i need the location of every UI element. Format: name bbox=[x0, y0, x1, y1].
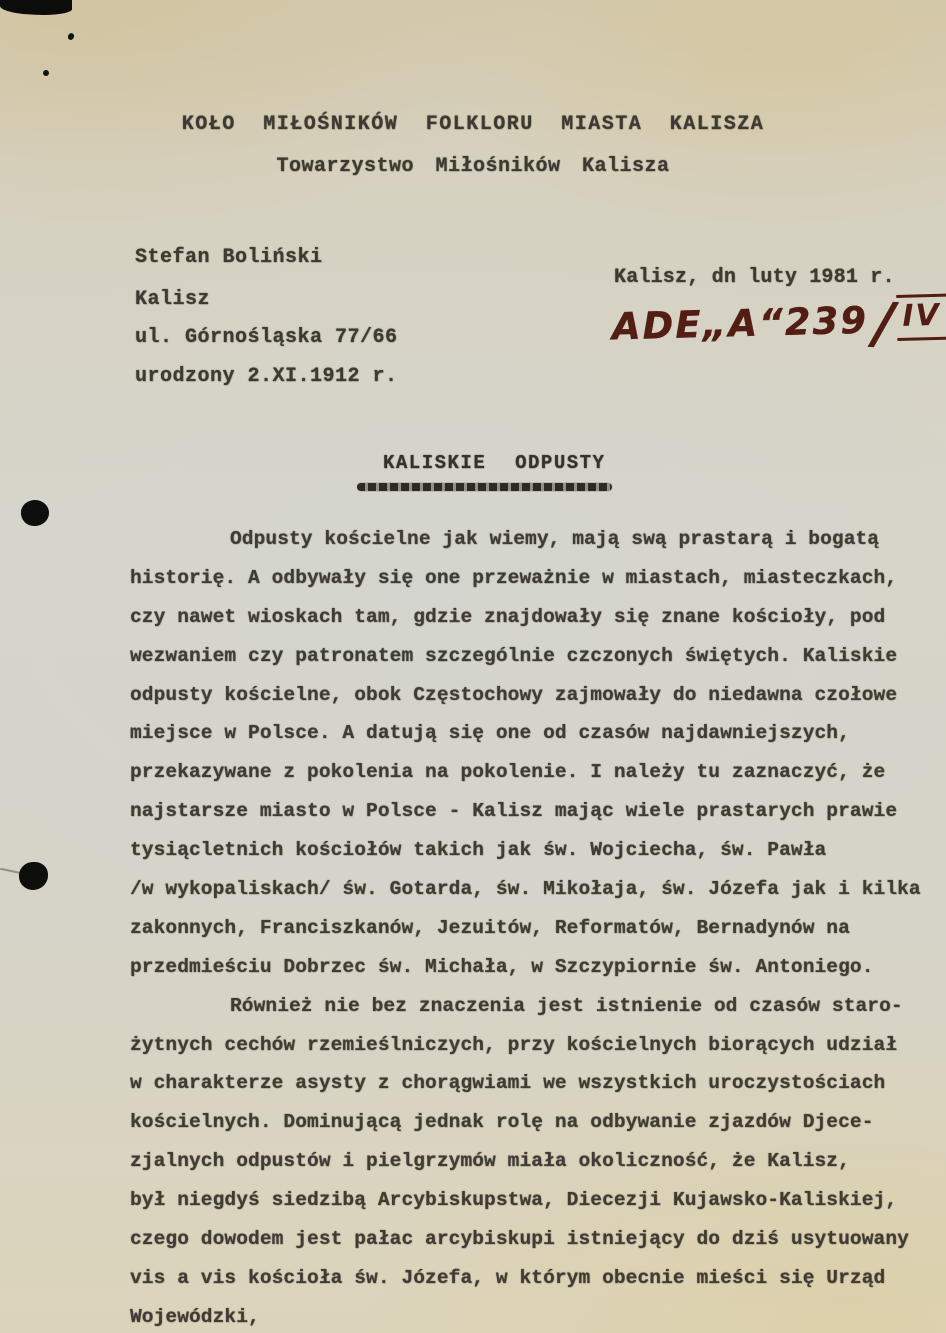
title-underline bbox=[357, 483, 612, 491]
body-line: kościelnych. Dominującą jednak rolę na odbywanie zjazdów Djece- bbox=[130, 1111, 874, 1134]
body-line: Również nie bez znaczenia jest istnienie od czasów staro- bbox=[230, 994, 903, 1017]
dateline: Kalisz, dn luty 1981 r. bbox=[614, 266, 895, 289]
body-line: żytnych cechów rzemieślniczych, przy kościelnych biorących udział bbox=[130, 1033, 898, 1056]
body-line: był niegdyś siedzibą Arcybiskupstwa, Diecezji Kujawsko-Kaliskiej, bbox=[130, 1189, 898, 1212]
body-text bbox=[130, 524, 946, 1333]
hole-punch-top bbox=[19, 498, 50, 528]
sender-name: Stefan Boliński bbox=[135, 246, 323, 269]
annotation-slash: / bbox=[872, 290, 896, 357]
body-line: Odpusty kościelne jak wiemy, mają swą prastarą i bogatą bbox=[230, 528, 880, 550]
body-line: /w wykopaliskach/ św. Gotarda, św. Mikołaja, św. Józefa jak i kilka bbox=[130, 878, 921, 901]
body-line: miejsce w Polsce. A datują się one od czasów najdawniejszych, bbox=[130, 722, 850, 745]
body-line: wezwaniem czy patronatem szczególnie czczonych świętych. Kaliskie bbox=[130, 644, 898, 667]
body-line: zakonnych, Franciszkanów, Jezuitów, Reformatów, Bernadynów na bbox=[130, 916, 850, 939]
body-line: przedmieściu Dobrzec św. Michała, w Szczypiornie św. Antoniego. bbox=[130, 955, 874, 978]
body-line: zjalnych odpustów i pielgrzymów miała okoliczność, że Kalisz, bbox=[130, 1150, 850, 1173]
body-line: vis a vis kościoła św. Józefa, w którym obecnie mieści się Urząd bbox=[130, 1266, 886, 1289]
handwritten-annotation bbox=[611, 290, 946, 364]
body-line: odpusty kościelne, obok Częstochowy zajmowały do niedawna czołowe bbox=[130, 683, 898, 706]
org-name-line1: KOŁO MIŁOŚNIKÓW FOLKLORU MIASTA KALISZA bbox=[181, 113, 765, 136]
ink-speck bbox=[43, 70, 49, 76]
body-line: historię. A odbywały się one przeważnie w miastach, miasteczkach, bbox=[130, 566, 898, 589]
sender-birthdate: urodzony 2.XI.1912 r. bbox=[135, 365, 398, 388]
body-line: tysiącletnich kościołów takich jak św. Wojciecha, św. Pawła bbox=[130, 839, 827, 862]
annotation-code: ADE„A“239 bbox=[611, 298, 869, 349]
sender-city: Kalisz bbox=[135, 288, 211, 311]
body-line: czy nawet wioskach tam, gdzie znajdowały się znane kościoły, pod bbox=[130, 605, 886, 628]
org-name-line2: Towarzystwo Miłośników Kalisza bbox=[276, 155, 670, 178]
body-line: Wojewódzki, bbox=[130, 1305, 260, 1328]
body-line: w charakterze asysty z chorągwiami we wszystkich uroczystościach bbox=[130, 1072, 886, 1095]
hole-punch-bottom bbox=[19, 862, 48, 890]
document-title: KALISKIE ODPUSTY bbox=[383, 452, 606, 474]
sender-street: ul. Górnośląska 77/66 bbox=[135, 326, 398, 349]
body-line: przekazywane z pokolenia na pokolenie. I należy tu zaznaczyć, że bbox=[130, 761, 886, 784]
ink-speck bbox=[67, 32, 75, 41]
body-line: czego dowodem jest pałac arcybiskupi istniejący do dziś usytuowany bbox=[130, 1228, 909, 1251]
body-line: najstarsze miasto w Polsce - Kalisz mając wiele prastarych prawie bbox=[130, 800, 898, 823]
scan-corner-artifact bbox=[0, 0, 72, 15]
annotation-numeral: IV bbox=[896, 294, 946, 341]
